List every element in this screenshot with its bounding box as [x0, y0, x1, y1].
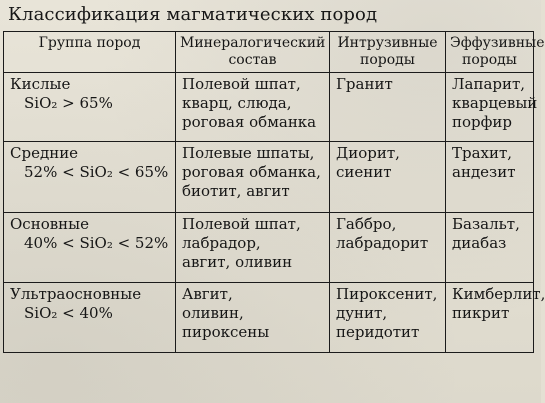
table-row: [4, 283, 534, 353]
header-intrusive-rocks: Интрузивные породы: [330, 32, 446, 73]
cell-mineral-composition: Полевой шпат, кварц, слюда, роговая обманка: [176, 73, 330, 142]
cell-effusive-rocks: Кимберлит, пикрит: [446, 283, 534, 353]
cell-intrusive-rocks: Пироксенит, дунит, перидотит: [330, 283, 446, 353]
cell-intrusive-rocks: Габбро, лабрадорит: [330, 213, 446, 283]
silica-range: 52% < SiO₂ < 65%: [24, 163, 169, 181]
header-mineral-composition: Минералогический состав: [176, 32, 330, 73]
cell-mineral-composition: Полевые шпаты, роговая обманка, биотит, авгит: [176, 142, 330, 213]
cell-rock-group: [4, 213, 176, 283]
table-row: [4, 73, 534, 142]
cell-mineral-composition: Полевой шпат, лабрадор, авгит, оливин: [176, 213, 330, 283]
rock-classification-table: [3, 31, 545, 353]
cell-effusive-rocks: Лапарит, кварцевый порфир: [446, 73, 534, 142]
group-name: Ультраосновные: [10, 285, 142, 303]
page-title: Классификация магматических пород: [8, 4, 378, 25]
cell-rock-group: [4, 283, 176, 353]
silica-range: 40% < SiO₂ < 52%: [24, 234, 169, 252]
header-effusive-rocks: Эффузивные породы: [446, 32, 534, 73]
table-row: [4, 213, 534, 283]
header-rock-group: Группа пород: [4, 32, 176, 73]
cell-effusive-rocks: Базальт, диабаз: [446, 213, 534, 283]
group-name: Средние: [10, 144, 79, 162]
silica-range: SiO₂ < 40%: [24, 304, 113, 322]
silica-range: SiO₂ > 65%: [24, 94, 113, 112]
table-row: [4, 142, 534, 213]
cell-intrusive-rocks: Гранит: [330, 73, 446, 142]
group-name: Кислые: [10, 75, 71, 93]
cell-intrusive-rocks: Диорит, сиенит: [330, 142, 446, 213]
group-name: Основные: [10, 215, 89, 233]
table-header-row: [4, 32, 534, 73]
cell-mineral-composition: Авгит, оливин, пироксены: [176, 283, 330, 353]
cell-rock-group: [4, 73, 176, 142]
cell-rock-group: [4, 142, 176, 213]
cell-effusive-rocks: Трахит, андезит: [446, 142, 534, 213]
